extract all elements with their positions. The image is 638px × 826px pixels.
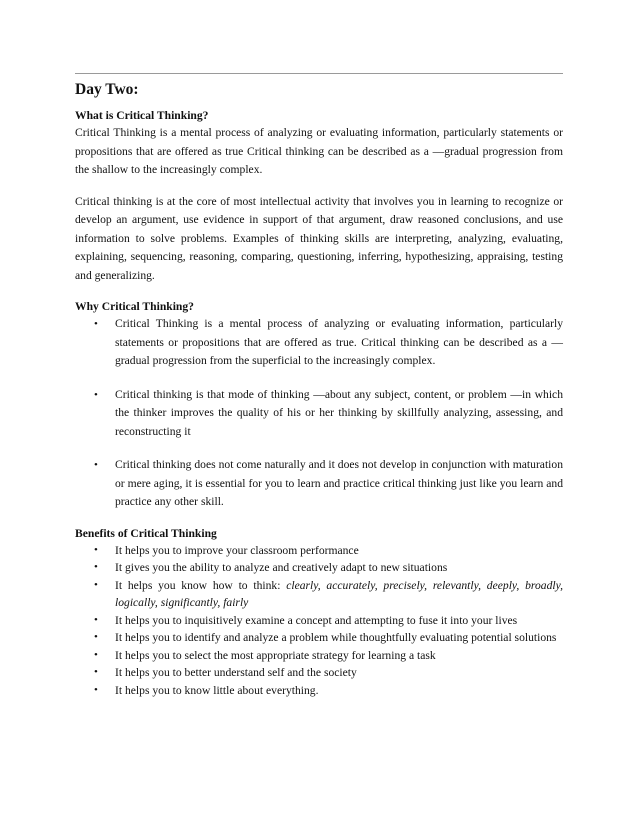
what-heading: What is Critical Thinking? xyxy=(75,109,209,122)
benefit-item-italic-text: clearly, accurately, precisely, relevantly, deeply, broadly, logically, significantly, fairly xyxy=(115,578,563,609)
benefits-heading: Benefits of Critical Thinking xyxy=(75,526,217,540)
why-list xyxy=(75,315,563,512)
list-item xyxy=(75,386,563,442)
why-item-text: Critical Thinking is a mental process of analyzing or evaluating information, particularly statements or propositions that are offered as true. Critical thinking can be described as a —gradual progression from the superficial to the increasingly complex. xyxy=(115,317,563,367)
benefit-item-text: It helps you to identify and analyze a problem while thoughtfully evaluating potential solutions xyxy=(115,631,557,644)
list-item xyxy=(75,647,563,665)
benefit-item-text: It helps you to inquisitively examine a concept and attempting to fuse it into your lives xyxy=(115,613,518,627)
benefit-item-text: It helps you to select the most appropriate strategy for learning a task xyxy=(115,648,436,662)
bullet-icon: • xyxy=(94,318,98,330)
day-title: Day Two: xyxy=(75,81,139,98)
top-rule xyxy=(75,73,563,74)
bullet-icon: • xyxy=(94,459,98,471)
list-item xyxy=(75,456,563,512)
bullet-icon: • xyxy=(94,388,98,401)
benefits-list xyxy=(75,542,563,700)
what-paragraph-2: Critical thinking is at the core of most intellectual activity that involves you in learning to recognize or develop an argument, use evidence in support of that argument, draw reasoned conclusions, and use information to solve problems. Examples of thinking skills are interpreting, analyzing, evaluating, explaining, sequencing, reasoning, comparing, questioning, inferring, hypothesizing, appraising, testing and generalizing. xyxy=(75,194,563,282)
benefit-item-text: It helps you to better understand self and the society xyxy=(115,666,357,679)
benefit-item-text: It gives you the ability to analyze and creatively adapt to new situations xyxy=(115,561,448,574)
bullet-icon: • xyxy=(94,561,98,573)
list-item xyxy=(75,315,563,371)
benefit-item-text: It helps you to know little about everything. xyxy=(115,683,319,697)
why-item-text: Critical thinking is that mode of thinking —about any subject, content, or problem —in which the thinker improves the quality of his or her thinking by skillfully analyzing, assessing, and reconstructing it xyxy=(115,387,563,438)
why-heading: Why Critical Thinking? xyxy=(75,300,194,313)
what-paragraph-1: Critical Thinking is a mental process of analyzing or evaluating information, particularly statements or propositions that are offered as true Critical thinking can be described as a —gradual progression from the shallow to the increasingly complex. xyxy=(75,126,563,176)
bullet-icon: • xyxy=(94,631,98,643)
list-item xyxy=(75,629,563,647)
list-item xyxy=(75,664,563,682)
list-item xyxy=(75,542,563,560)
list-item xyxy=(75,559,563,577)
bullet-icon: • xyxy=(94,613,98,626)
list-item xyxy=(75,577,563,612)
list-item xyxy=(75,682,563,700)
why-item-text: Critical thinking does not come naturally and it does not develop in conjunction with maturation or mere aging, it is essential for you to learn and practice critical thinking just like you learn and practice any other skill. xyxy=(115,458,563,508)
list-item xyxy=(75,612,563,630)
benefit-item-text: It helps you know how to think: xyxy=(115,578,287,592)
benefit-item-text: It helps you to improve your classroom performance xyxy=(115,543,359,557)
bullet-icon: • xyxy=(94,578,98,591)
document-page xyxy=(75,73,563,699)
bullet-icon: • xyxy=(94,683,98,696)
bullet-icon: • xyxy=(94,543,98,556)
bullet-icon: • xyxy=(94,648,98,661)
bullet-icon: • xyxy=(94,666,98,678)
